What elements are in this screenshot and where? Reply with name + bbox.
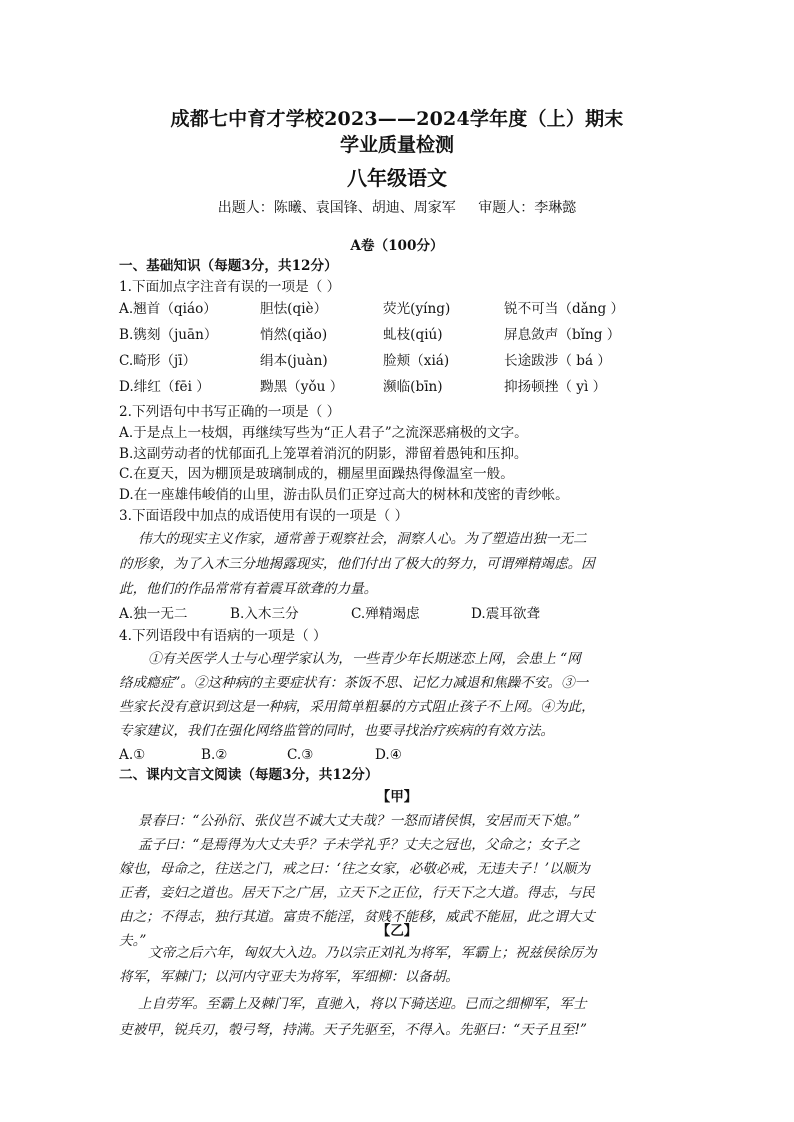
q4-stem: 4.下列语段中有语病的一项是（ ） bbox=[119, 628, 327, 644]
reviewer: 审题人：李琳懿 bbox=[478, 200, 577, 216]
q3-stem: 3.下面语段中加点的成语使用有误的一项是（ ） bbox=[119, 508, 409, 524]
q2-option-d: D.在一座雄伟峻俏的山里，游击队员们正穿过高大的树林和茂密的青纱帐。 bbox=[119, 487, 569, 503]
jia-line: 景春曰：“公孙衍、张仪岂不诚大丈夫哉？一怒而诸侯惧，安居而天下熄。” bbox=[138, 813, 581, 829]
q1-option: 虬枝(qiú) bbox=[383, 327, 443, 343]
q3-option: D.震耳欲聋 bbox=[471, 606, 541, 622]
q3-option: B.入木三分 bbox=[230, 606, 299, 622]
authors: 出题人：陈曦、袁国锋、胡迪、周家军 bbox=[217, 200, 456, 216]
q4-passage-line: 些家长没有意识到这是一种病，采用简单粗暴的方式阻止孩子不上网。④为此， bbox=[119, 699, 595, 715]
q4-option: D.④ bbox=[375, 747, 402, 763]
jia-line: 夫。” bbox=[119, 933, 147, 949]
q1-option: 锐不可当（dǎng ） bbox=[504, 301, 625, 317]
yi-line: 吏被甲，锐兵刃，彀弓弩，持满。天子先驱至，不得入。先驱曰：“天子且至!” bbox=[119, 1022, 587, 1038]
q1-option: A.翘首（qiáo） bbox=[119, 301, 217, 317]
q1-option: 荧光(yíng) bbox=[383, 301, 451, 317]
exam-authors-line bbox=[0, 197, 794, 217]
q2-option-b: B.这副劳动者的忧郁面孔上笼罩着消沉的阴影，滞留着愚钝和压抑。 bbox=[119, 446, 528, 462]
q4-option: C.③ bbox=[287, 747, 314, 763]
q1-option: 悄然(qiǎo) bbox=[260, 327, 328, 343]
q2-stem: 2.下列语句中书写正确的一项是（ ） bbox=[119, 404, 341, 420]
q4-passage-line: ①有关医学人士与心理学家认为，一些青少年长期迷恋上网，会患上 “网 bbox=[148, 651, 581, 667]
jia-line: 孟子曰：“是焉得为大丈夫乎？子未学礼乎？丈夫之冠也，父命之；女子之 bbox=[138, 837, 580, 853]
q4-option: B.② bbox=[201, 747, 228, 763]
jia-line: 正者，妾妇之道也。居天下之广居，立天下之正位，行天下之大道。得志，与民 bbox=[119, 885, 595, 901]
exam-subtitle: 学业质量检测 bbox=[339, 134, 454, 156]
q3-option: A.独一无二 bbox=[119, 606, 188, 622]
exam-title: 成都七中育才学校2023——2024学年度（上）期末 bbox=[170, 108, 624, 130]
jia-line: 由之；不得志，独行其道。富贵不能淫，贫贱不能移，威武不能屈，此之谓大丈 bbox=[119, 909, 595, 925]
q1-option: B.镌刻（juān） bbox=[119, 327, 218, 343]
q4-option: A.① bbox=[119, 747, 146, 763]
q1-option: 濒临(bīn) bbox=[383, 379, 443, 395]
q3-passage-line: 的形象，为了入木三分地揭露现实，他们付出了极大的努力，可谓殚精竭虑。因 bbox=[119, 556, 595, 572]
q1-option: 绢本(juàn) bbox=[260, 353, 328, 369]
q1-option: 长途跋涉（ bá ） bbox=[504, 353, 612, 369]
q3-passage-line: 此，他们的作品常常有着震耳欲聋的力量。 bbox=[119, 581, 378, 597]
jia-label: 【甲】 bbox=[376, 789, 418, 805]
part2-heading: 二、课内文言文阅读（每题3分，共12分） bbox=[119, 767, 379, 783]
q2-option-c: C.在夏天，因为棚顶是玻璃制成的，棚屋里面躁热得像温室一般。 bbox=[119, 466, 514, 482]
section-a-heading: A卷（100分） bbox=[350, 238, 444, 254]
q4-passage-line: 络成瘾症”。②这种病的主要症状有：茶饭不思、记忆力减退和焦躁不安。③一 bbox=[119, 675, 589, 691]
jia-line: 嫁也，母命之，往送之门，戒之曰：‘往之女家，必敬必戒，无违夫子！’以顺为 bbox=[119, 861, 590, 877]
yi-line: 文帝之后六年，匈奴大入边。乃以宗正刘礼为将军，军霸上；祝兹侯徐厉为 bbox=[148, 945, 597, 961]
q3-option: C.殚精竭虑 bbox=[351, 606, 420, 622]
q1-option: C.畸形（jī） bbox=[119, 353, 197, 369]
q1-option: 抑扬顿挫（ yì ） bbox=[504, 379, 607, 395]
q1-stem: 1.下面加点字注音有误的一项是（ ） bbox=[119, 279, 341, 295]
q1-option: 胆怯(qiè） bbox=[260, 301, 328, 317]
yi-line: 将军，军棘门；以河内守亚夫为将军，军细柳：以备胡。 bbox=[119, 969, 459, 985]
q2-option-a: A.于是点上一枝烟，再继续写些为“正人君子”之流深恶痛极的文字。 bbox=[119, 425, 528, 441]
exam-subject: 八年级语文 bbox=[347, 166, 447, 190]
yi-line: 上自劳军。至霸上及棘门军，直驰入，将以下骑送迎。已而之细柳军，军士 bbox=[138, 996, 587, 1012]
q1-option: D.绯红（fēi ） bbox=[119, 379, 210, 395]
q1-option: 黝黑（yǒu ） bbox=[260, 379, 344, 395]
q4-passage-line: 专家建议，我们在强化网络监管的同时，也要寻找治疗疾病的有效方法。 bbox=[119, 723, 554, 739]
yi-label: 【乙】 bbox=[376, 923, 418, 939]
q3-passage-line: 伟大的现实主义作家，通常善于观察社会，洞察人心。为了塑造出独一无二 bbox=[138, 531, 587, 547]
part1-heading: 一、基础知识（每题3分，共12分） bbox=[119, 258, 338, 274]
q1-option: 屏息敛声（bǐng ） bbox=[504, 327, 621, 343]
q1-option: 脸颊（xiá) bbox=[383, 353, 450, 369]
